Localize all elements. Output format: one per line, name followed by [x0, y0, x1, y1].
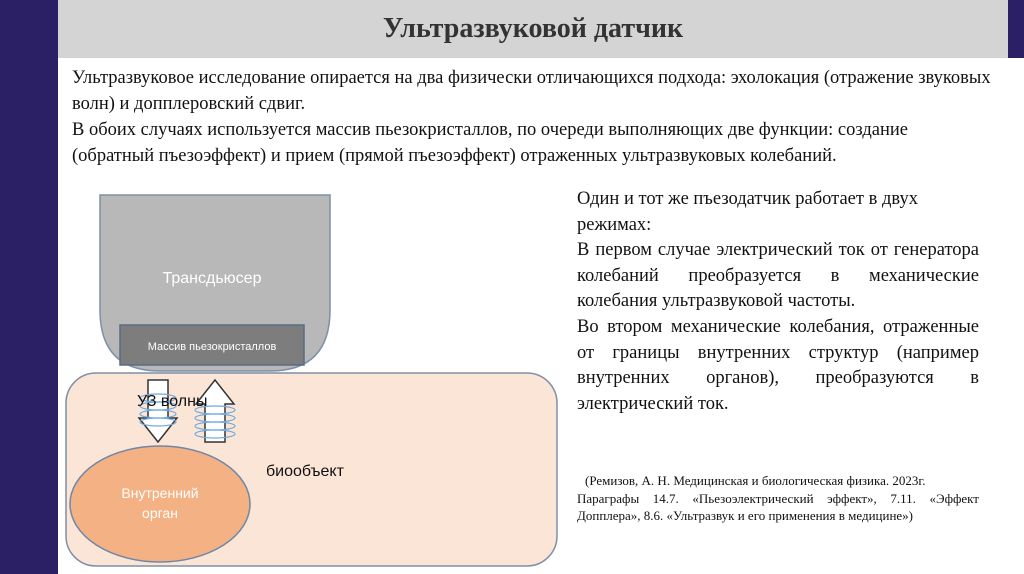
- reference-text: [577, 472, 979, 525]
- reference-line-1: (Ремизов, А. Н. Медицинская и биологическая физика. 2023г.: [585, 473, 926, 488]
- modes-intro: Один и тот же пъезодатчик работает в двух режимах:: [577, 189, 918, 235]
- waves-label: УЗ волны: [137, 393, 208, 410]
- organ-label-line-1: Внутренний: [121, 485, 199, 501]
- organ-label-line-2: орган: [142, 505, 178, 521]
- mode-first: В первом случае электрический ток от генератора колебаний преобразуется в механические колебания ультразвуковой частоты.: [577, 240, 979, 312]
- intro-paragraph-2: В обоих случаях используется массив пьезокристаллов, по очереди выполняющих две функции: создание (обратный пъезоэффект) и прием (прямой пъезоэффект) отраженных ультразвуковых колебаний.: [72, 120, 909, 166]
- bioobject-label: биообъект: [266, 463, 344, 480]
- transducer-label: Трансдьюсер: [162, 270, 262, 287]
- organ-shape: [70, 446, 250, 562]
- intro-paragraph-1: Ультразвуковое исследование опирается на два физически отличающихся подхода: эхолокация (отражение звуковых волн) и допплеровский сдвиг.: [72, 68, 991, 114]
- page-title: Ультразвуковой датчик: [382, 13, 684, 44]
- modes-text: [577, 187, 979, 417]
- reference-line-2: Параграфы 14.7. «Пьезоэлектрический эффект», 7.11. «Эффект Допплера», 8.6. «Ультразвук и его применения в медицине»): [577, 490, 979, 523]
- mode-second: Во втором механические колебания, отраженные от границы внутренних структур (например внутренних органов), преобразуются в электрический ток.: [577, 316, 979, 414]
- piezo-array-label: Массив пьезокристаллов: [147, 341, 277, 353]
